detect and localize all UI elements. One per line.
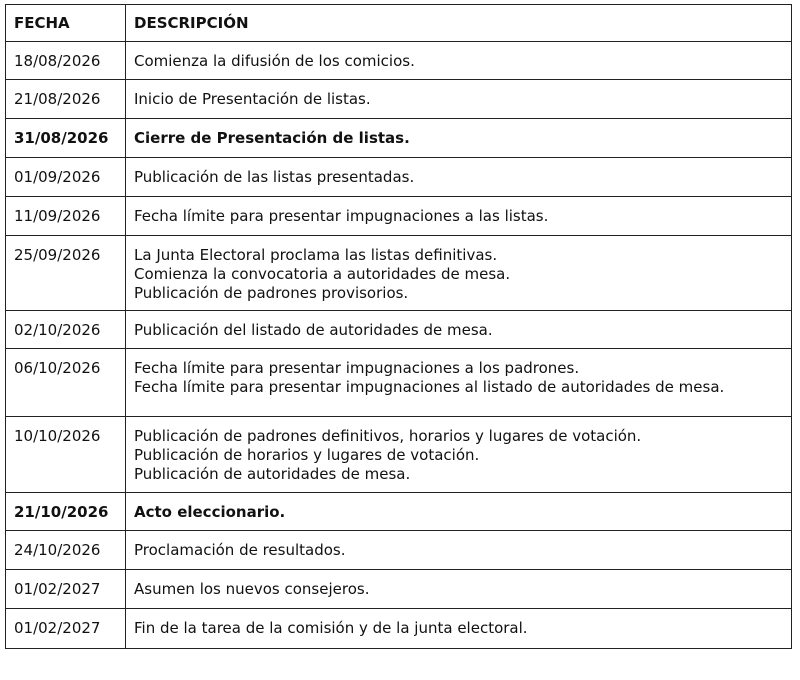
table-row (6, 119, 792, 158)
row-date-cell: 31/08/2026 (6, 119, 126, 158)
table-row (6, 570, 792, 609)
row-date-cell: 25/09/2026 (6, 236, 126, 311)
description-line: Asumen los nuevos consejeros. (134, 580, 370, 598)
row-description-cell (126, 236, 792, 311)
table-header-row (6, 5, 792, 42)
description-line: Publicación de padrones provisorios. (134, 284, 409, 302)
description-line: Fin de la tarea de la comisión y de la junta electoral. (134, 619, 528, 637)
description-line: Acto eleccionario. (134, 503, 286, 521)
table-row (6, 158, 792, 197)
date-column-header: FECHA (6, 5, 126, 42)
table-row (6, 349, 792, 417)
table-row (6, 531, 792, 570)
table-row (6, 311, 792, 349)
description-line: Publicación de padrones definitivos, horarios y lugares de votación. (134, 427, 642, 445)
row-description-cell (126, 197, 792, 236)
row-description-cell (126, 609, 792, 649)
row-date-cell: 11/09/2026 (6, 197, 126, 236)
description-line: Publicación del listado de autoridades de mesa. (134, 321, 493, 339)
row-date-cell: 01/02/2027 (6, 609, 126, 649)
row-description-cell (126, 570, 792, 609)
table-row (6, 42, 792, 80)
description-line: Comienza la difusión de los comicios. (134, 52, 415, 70)
row-description-cell (126, 158, 792, 197)
row-date-cell: 01/02/2027 (6, 570, 126, 609)
row-description-cell (126, 311, 792, 349)
row-date-cell: 21/10/2026 (6, 493, 126, 531)
row-description-cell (126, 119, 792, 158)
table-row (6, 493, 792, 531)
description-line: Fecha límite para presentar impugnaciones al listado de autoridades de mesa. (134, 378, 725, 396)
row-description-cell (126, 417, 792, 493)
description-line: Fecha límite para presentar impugnaciones a los padrones. (134, 359, 580, 377)
row-date-cell: 01/09/2026 (6, 158, 126, 197)
table-row (6, 80, 792, 119)
description-line: Proclamación de resultados. (134, 541, 346, 559)
row-description-cell (126, 42, 792, 80)
table-body (6, 42, 792, 649)
description-line: Publicación de horarios y lugares de votación. (134, 446, 480, 464)
description-line: La Junta Electoral proclama las listas definitivas. (134, 246, 498, 264)
row-date-cell: 10/10/2026 (6, 417, 126, 493)
row-description-cell (126, 531, 792, 570)
table-row (6, 236, 792, 311)
row-date-cell: 18/08/2026 (6, 42, 126, 80)
row-date-cell: 21/08/2026 (6, 80, 126, 119)
description-column-header: DESCRIPCIÓN (126, 5, 792, 42)
table-row (6, 417, 792, 493)
table-row (6, 197, 792, 236)
description-line: Publicación de autoridades de mesa. (134, 465, 411, 483)
description-line: Cierre de Presentación de listas. (134, 129, 410, 147)
description-line: Comienza la convocatoria a autoridades de mesa. (134, 265, 511, 283)
row-date-cell: 24/10/2026 (6, 531, 126, 570)
row-date-cell: 06/10/2026 (6, 349, 126, 417)
description-line: Inicio de Presentación de listas. (134, 90, 371, 108)
description-line: Fecha límite para presentar impugnaciones a las listas. (134, 207, 549, 225)
row-description-cell (126, 80, 792, 119)
row-date-cell: 02/10/2026 (6, 311, 126, 349)
election-schedule-table (5, 4, 792, 649)
table-row (6, 609, 792, 649)
row-description-cell (126, 493, 792, 531)
row-description-cell (126, 349, 792, 417)
description-line: Publicación de las listas presentadas. (134, 168, 415, 186)
